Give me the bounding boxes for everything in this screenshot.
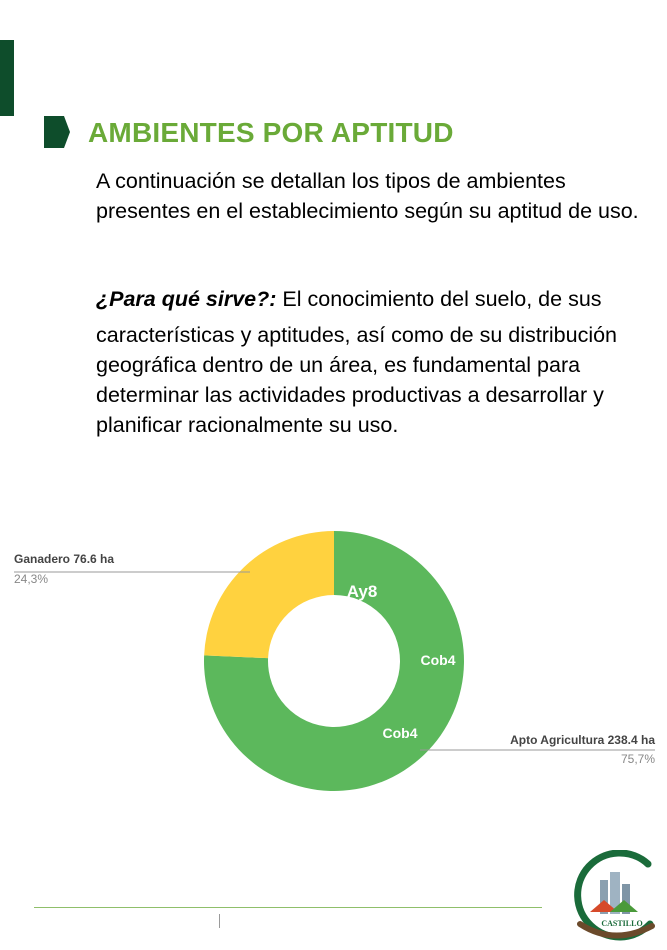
inner-label-cob4-a: Cob4: [420, 652, 456, 668]
intro-paragraph: A continuación se detallan los tipos de ambientes presentes en el establecimiento según su aptitud de uso.: [96, 169, 639, 223]
question-text-line1: El conocimiento del suelo, de sus: [282, 287, 602, 311]
inner-label-cob4-b: Cob4: [382, 725, 418, 741]
question-label: ¿Para qué sirve?:: [96, 287, 277, 311]
donut-slice-ganadero: [204, 531, 334, 658]
callout-ganadero: [14, 552, 250, 586]
title-marker-icon: [44, 116, 70, 148]
inner-label-ay8: Ay8: [346, 582, 378, 601]
logo-text: CASTILLO: [601, 919, 643, 928]
callout-ganadero-percent: 24,3%: [14, 572, 49, 586]
question-paragraph: [96, 284, 656, 314]
side-accent-bar: [0, 40, 14, 116]
footer-divider: [34, 907, 542, 908]
footer-page-tick: [219, 914, 220, 928]
question-text-rest: características y aptitudes, así como de su distribución geográfica dentro de un área, es fundamental para determinar las actividades productivas a desarrollar y planificar racionalmente su uso.: [96, 323, 618, 437]
callout-agricultura: [420, 733, 655, 766]
page-title: AMBIENTES POR APTITUD: [88, 117, 454, 148]
aptitude-donut-chart: [0, 500, 667, 830]
callout-ganadero-label: Ganadero 76.6 ha: [14, 552, 115, 566]
callout-agricultura-label: Apto Agricultura 238.4 ha: [510, 733, 655, 747]
castillo-logo: [566, 850, 662, 946]
callout-agricultura-percent: 75,7%: [620, 752, 655, 766]
